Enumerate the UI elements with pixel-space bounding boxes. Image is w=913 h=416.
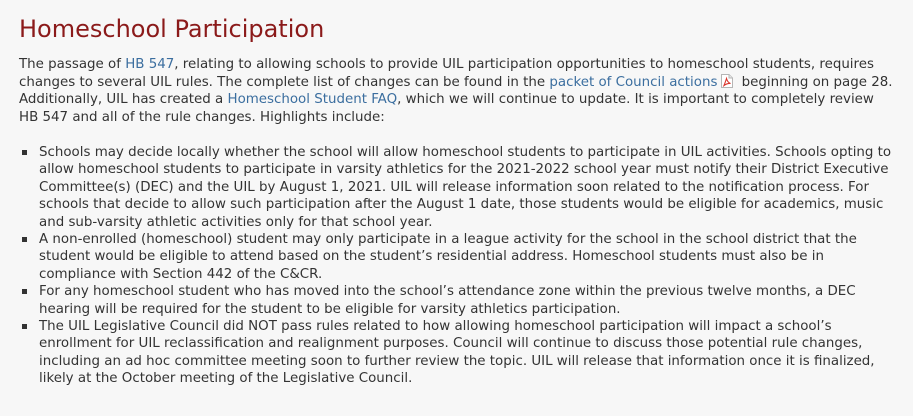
pdf-file-icon[interactable] (721, 74, 733, 88)
intro-paragraph (19, 56, 897, 126)
section-title: Homeschool Participation (19, 15, 325, 43)
list-item-text: For any homeschool student who has moved into the school’s attendance zone within the previous twelve months, a DEC hearing will be required for the student to be eligible for varsity athletics participation. (39, 284, 856, 317)
square-bullet-icon (22, 150, 27, 155)
list-item (39, 144, 897, 231)
intro-text-3: beginning on page 28. Additionally, UIL has created a (19, 74, 893, 107)
intro-text-2: , relating to allowing schools to provide UIL participation opportunities to homeschool students, requires changes to several UIL rules. The complete list of changes can be found in the (19, 57, 874, 90)
list-item (39, 231, 897, 283)
hb547-link[interactable]: HB 547 (125, 57, 175, 72)
homeschool-faq-link[interactable]: Homeschool Student FAQ (227, 92, 398, 107)
list-item-text: The UIL Legislative Council did NOT pass rules related to how allowing homeschool participation will impact a school’s enrollment for UIL reclassification and realignment purposes. Council will continue to discuss those potential rule changes, including an ad hoc committee meeting soon to further review the topic. UIL will release that information once it is finalized, likely at the October meeting of the Legislative Council. (39, 319, 875, 387)
intro-text-1: The passage of (19, 57, 126, 72)
council-actions-packet-link[interactable]: packet of Council actions (549, 74, 718, 90)
list-item (39, 318, 897, 388)
highlights-list (19, 144, 897, 388)
list-item (39, 283, 897, 318)
square-bullet-icon (22, 324, 27, 329)
intro-text-4: , which we will continue to update. It is important to completely review HB 547 and all of the rule changes. Highlights include: (19, 92, 874, 125)
square-bullet-icon (22, 237, 27, 242)
square-bullet-icon (22, 289, 27, 294)
list-item-text: Schools may decide locally whether the school will allow homeschool students to participate in UIL activities. Schools opting to allow homeschool students to participate in varsity athletics for the 2021-2022 school year must notify their District Executive Committee(s) (DEC) and the UIL by August 1, 2021. UIL will release information soon related to the notification process. For schools that decide to allow such participation after the August 1 date, those students would be eligible for academics, music and sub-varsity athletic activities only for that school year. (39, 145, 892, 230)
list-item-text: A non-enrolled (homeschool) student may only participate in a league activity for the school in the school district that the student would be eligible to attend based on the student’s residential address. Homeschool students must also be in compliance with Section 442 of the C&CR. (39, 232, 857, 282)
